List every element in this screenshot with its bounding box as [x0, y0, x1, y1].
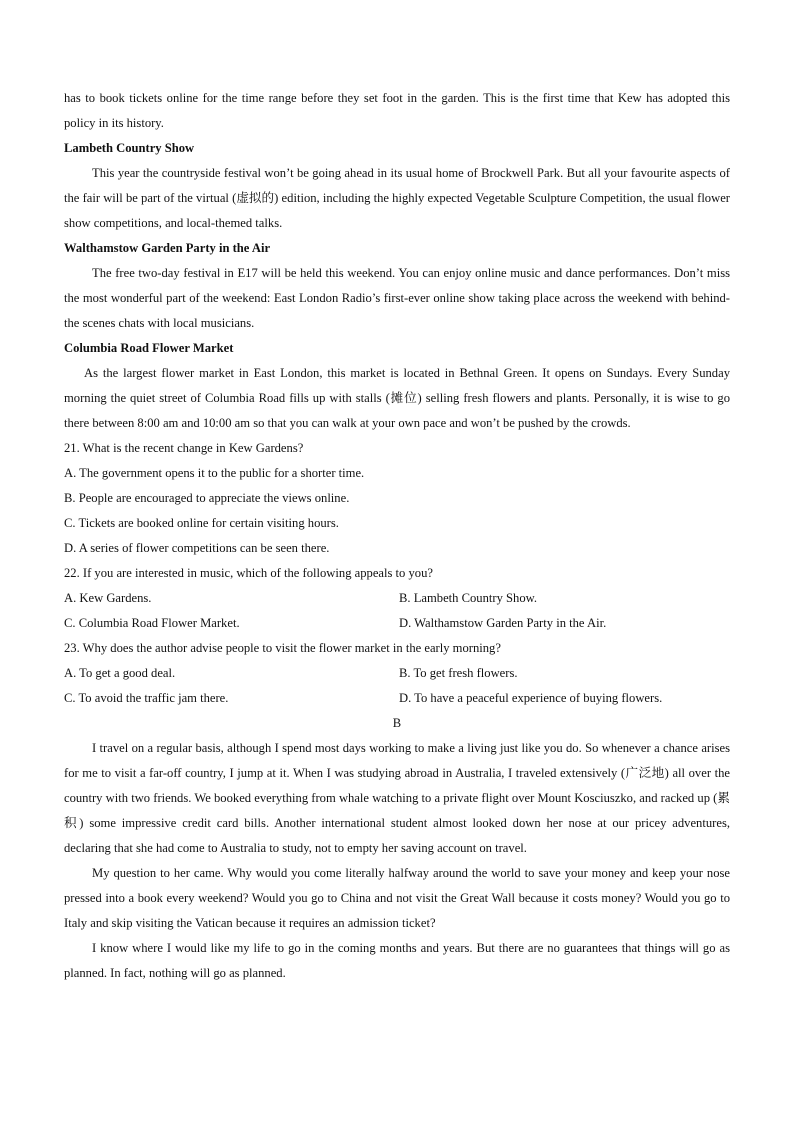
question-23-options-row-2: [64, 686, 730, 711]
kew-paragraph-tail: has to book tickets online for the time range before they set foot in the garden. This is the first time that Kew has adopted this policy in its history.: [64, 91, 730, 130]
exam-page: [64, 86, 730, 986]
section-heading-walthamstow: Walthamstow Garden Party in the Air: [64, 241, 271, 255]
passage-b-paragraph-2: My question to her came. Why would you come literally halfway around the world to save your money and keep your nose pressed into a book every weekend? Would you go to China and not visit the Great Wall because it costs money? Would you go to Italy and skip visiting the Vatican because it requires an admission ticket?: [64, 866, 730, 930]
passage-b-paragraph-3: I know where I would like my life to go in the coming months and years. But there are no guarantees that things will go as planned. In fact, nothing will go as planned.: [64, 941, 730, 980]
passage-b-label: B: [392, 716, 402, 730]
question-22-option-a: A. Kew Gardens.: [64, 591, 152, 605]
section-heading-columbia: Columbia Road Flower Market: [64, 341, 234, 355]
section-text-walthamstow: The free two-day festival in E17 will be held this weekend. You can enjoy online music and dance performances. Don’t miss the most wonderful part of the weekend: East London Radio’s first-ever online show taking place across the weekend with behind-the scenes chats with local musicians.: [64, 266, 730, 330]
section-text-lambeth: This year the countryside festival won’t be going ahead in its usual home of Brockwell Park. But all your favourite aspects of the fair will be part of the virtual (虚拟的) edition, including the highly expected Vegetable Sculpture Competition, the usual flower show competitions, and local-themed talks.: [64, 166, 730, 230]
question-21-option-c: C. Tickets are booked online for certain visiting hours.: [64, 516, 339, 530]
passage-b-paragraph-1: I travel on a regular basis, although I spend most days working to make a living just like you do. So whenever a chance arises for me to visit a far-off country, I jump at it. When I was studying abroad in Australia, I traveled extensively (广泛地) all over the country with two friends. We booked everything from whale watching to a private flight over Mount Kosciuszko, and racked up (累积) some impressive credit card bills. Another international student almost looked down her nose at our pricey adventures, declaring that she had come to Australia to study, not to empty her saving account on travel.: [64, 741, 730, 855]
question-22-options-row-1: [64, 586, 730, 611]
question-21-option-a: A. The government opens it to the public for a shorter time.: [64, 466, 365, 480]
question-22-options-row-2: [64, 611, 730, 636]
question-23-option-d: D. To have a peaceful experience of buying flowers.: [399, 691, 663, 705]
question-22-option-d: D. Walthamstow Garden Party in the Air.: [399, 616, 607, 630]
question-23-option-c: C. To avoid the traffic jam there.: [64, 691, 229, 705]
question-21-option-b: B. People are encouraged to appreciate the views online.: [64, 491, 350, 505]
question-23-option-b: B. To get fresh flowers.: [399, 666, 518, 680]
question-22-option-c: C. Columbia Road Flower Market.: [64, 616, 240, 630]
question-21-option-d: D. A series of flower competitions can be seen there.: [64, 541, 330, 555]
question-21-stem: 21. What is the recent change in Kew Gardens?: [64, 441, 304, 455]
question-22-stem: 22. If you are interested in music, which of the following appeals to you?: [64, 566, 433, 580]
question-23-stem: 23. Why does the author advise people to visit the flower market in the early morning?: [64, 641, 501, 655]
question-23-options-row-1: [64, 661, 730, 686]
section-heading-lambeth: Lambeth Country Show: [64, 141, 195, 155]
question-23-option-a: A. To get a good deal.: [64, 666, 176, 680]
question-22-option-b: B. Lambeth Country Show.: [399, 591, 538, 605]
section-text-columbia: As the largest flower market in East London, this market is located in Bethnal Green. It opens on Sundays. Every Sunday morning the quiet street of Columbia Road fills up with stalls (摊位) selling fresh flowers and plants. Personally, it is wise to go there between 8:00 am and 10:00 am so that you can walk at your own pace and won’t be pushed by the crowds.: [64, 366, 730, 430]
